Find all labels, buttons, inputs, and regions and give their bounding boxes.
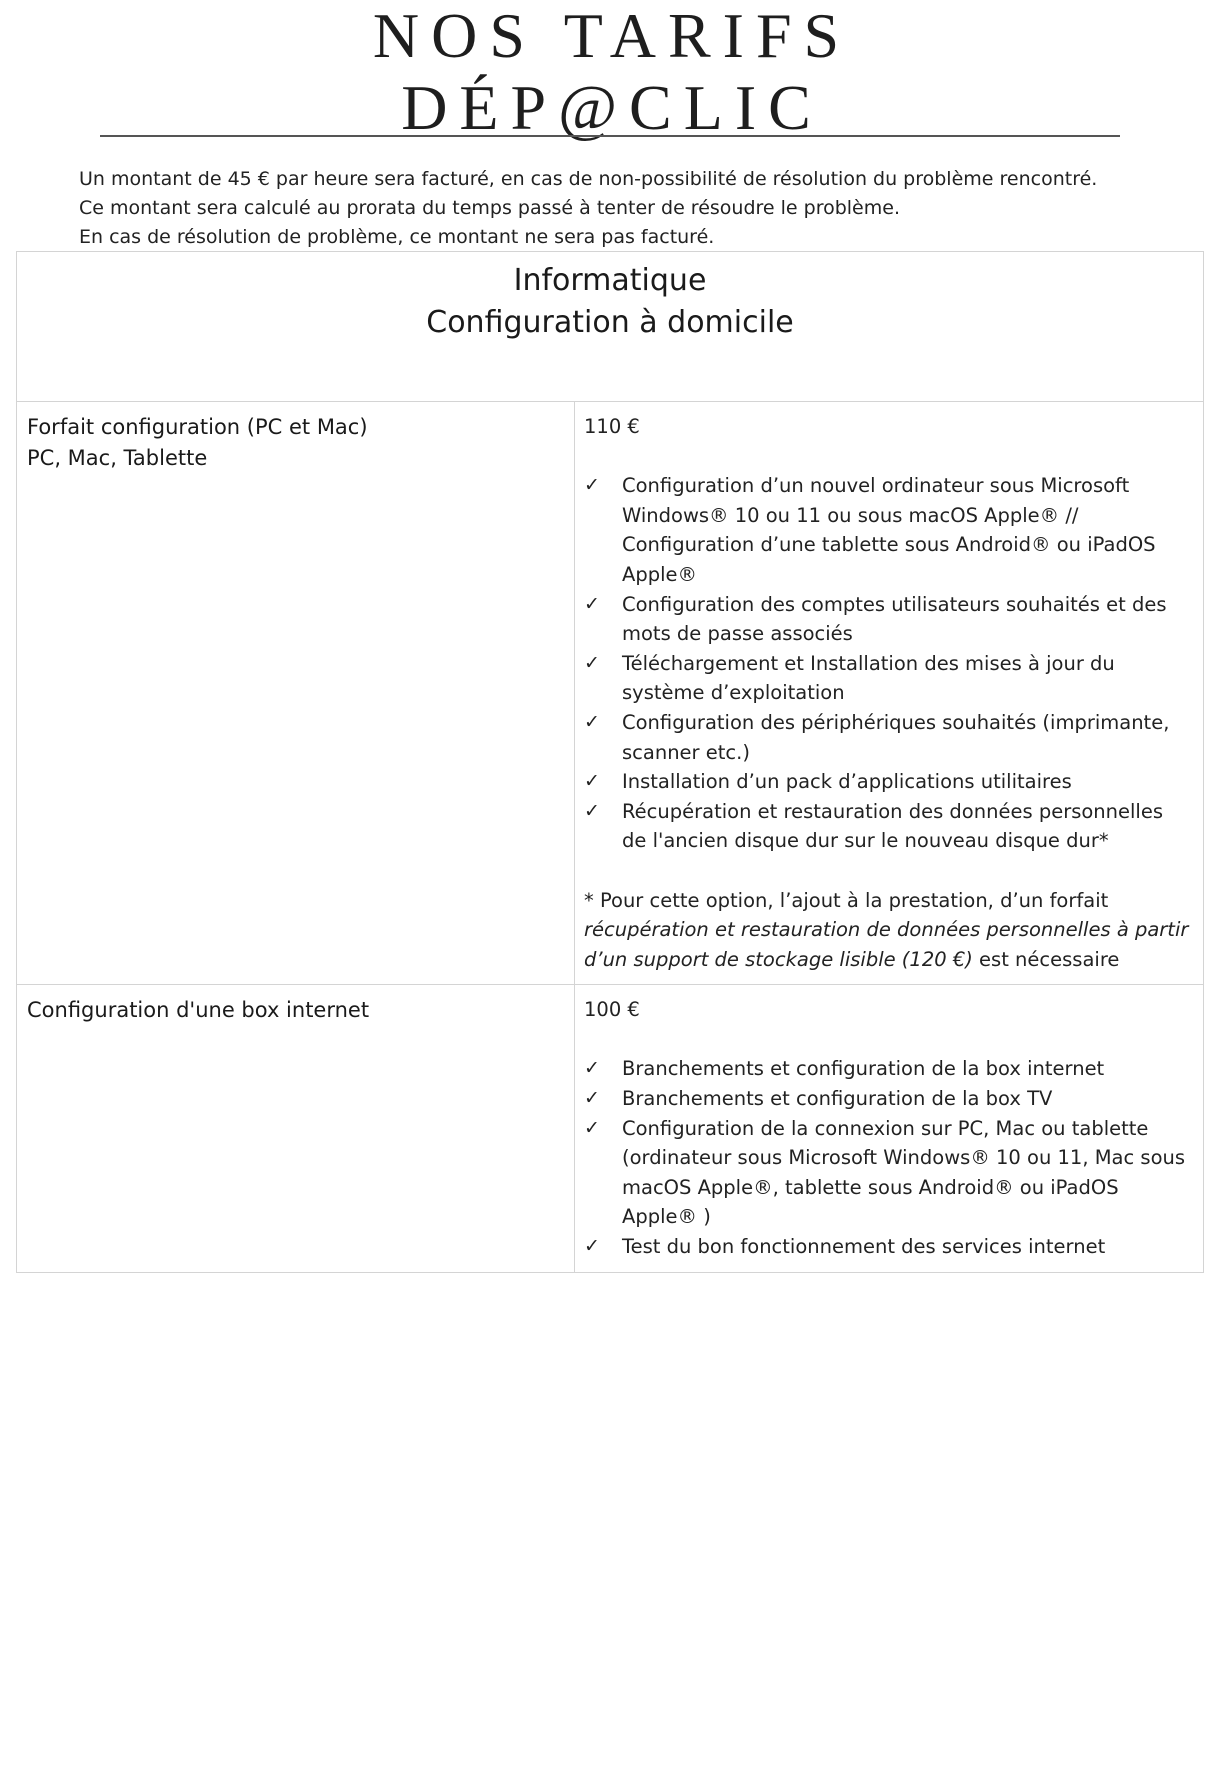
service-name-cell [17, 985, 575, 1271]
checkmark-icon: ✓ [584, 1235, 600, 1258]
list-item-text: Configuration des périphériques souhaités (imprimante, scanner etc.) [622, 710, 1170, 764]
table-heading [17, 252, 1203, 402]
note-prefix: * Pour cette option, l’ajout à la prestation, d’un forfait [584, 888, 1109, 912]
title-line-2: DÉP@CLIC [401, 72, 823, 143]
list-item-text: Branchements et configuration de la box TV [622, 1087, 1053, 1111]
title-divider [100, 135, 1120, 137]
checkmark-icon: ✓ [584, 592, 600, 615]
intro-text [79, 165, 1179, 252]
list-item-text: Récupération et restauration des données personnelles de l'ancien disque dur sur le nouveau disque dur* [622, 799, 1164, 853]
table-heading-line-1: Informatique [513, 263, 707, 298]
page-title [0, 0, 1224, 144]
service-price: 110 € [584, 415, 640, 438]
checkmark-icon: ✓ [584, 710, 600, 733]
table-heading-line-2: Configuration à domicile [426, 305, 794, 340]
checkmark-icon: ✓ [584, 1057, 600, 1080]
intro-line: En cas de résolution de problème, ce montant ne sera pas facturé. [79, 226, 715, 248]
service-details-cell [575, 402, 1203, 984]
list-item [584, 1084, 1189, 1114]
service-name: Configuration d'une box internet [27, 998, 370, 1023]
list-item [584, 1054, 1189, 1084]
checkmark-icon: ✓ [584, 474, 600, 497]
service-name: Forfait configuration (PC et Mac) [27, 415, 368, 439]
service-details-cell [575, 985, 1203, 1271]
service-price: 100 € [584, 998, 640, 1022]
list-item-text: Test du bon fonctionnement des services internet [622, 1235, 1106, 1259]
list-item-text: Téléchargement et Installation des mises à jour du système d’exploitation [622, 651, 1115, 705]
list-item [584, 471, 1189, 589]
list-item [584, 708, 1189, 767]
service-note [584, 886, 1189, 975]
note-suffix: est nécessaire [972, 947, 1120, 971]
service-checklist [584, 1054, 1189, 1261]
list-item [584, 1114, 1189, 1232]
checkmark-icon: ✓ [584, 799, 600, 822]
list-item [584, 590, 1189, 649]
list-item-text: Configuration de la connexion sur PC, Mac ou tablette (ordinateur sous Microsoft Windows® 10 ou 11, Mac sous macOS Apple®, tablette sous Android® ou iPadOS Apple® ) [622, 1116, 1186, 1229]
list-item [584, 797, 1189, 856]
list-item-text: Configuration des comptes utilisateurs souhaités et des mots de passe associés [622, 592, 1167, 646]
table-row [17, 402, 1203, 985]
intro-line: Ce montant sera calculé au prorata du temps passé à tenter de résoudre le problème. [79, 197, 900, 219]
list-item-text: Configuration d’un nouvel ordinateur sous Microsoft Windows® 10 ou 11 ou sous macOS Apple® // Configuration d’une tablette sous Android® ou iPadOS Apple® [622, 474, 1156, 586]
list-item-text: Branchements et configuration de la box internet [622, 1057, 1105, 1081]
checkmark-icon: ✓ [584, 1087, 600, 1110]
service-checklist [584, 471, 1189, 856]
checkmark-icon: ✓ [584, 651, 600, 674]
service-name-cell [17, 402, 575, 984]
intro-line: Un montant de 45 € par heure sera facturé, en cas de non-possibilité de résolution du problème rencontré. [79, 168, 1098, 190]
service-subname: PC, Mac, Tablette [27, 446, 208, 470]
pricing-table [16, 251, 1204, 1273]
list-item [584, 649, 1189, 708]
title-line-1: NOS TARIFS [372, 0, 852, 71]
note-italic: récupération et restauration de données personnelles à partir d’un support de stockage lisible (120 €) [584, 918, 1189, 971]
list-item-text: Installation d’un pack d’applications utilitaires [622, 770, 1072, 794]
table-row [17, 985, 1203, 1271]
checkmark-icon: ✓ [584, 770, 600, 793]
list-item [584, 1232, 1189, 1262]
checkmark-icon: ✓ [584, 1116, 600, 1139]
list-item [584, 767, 1189, 797]
